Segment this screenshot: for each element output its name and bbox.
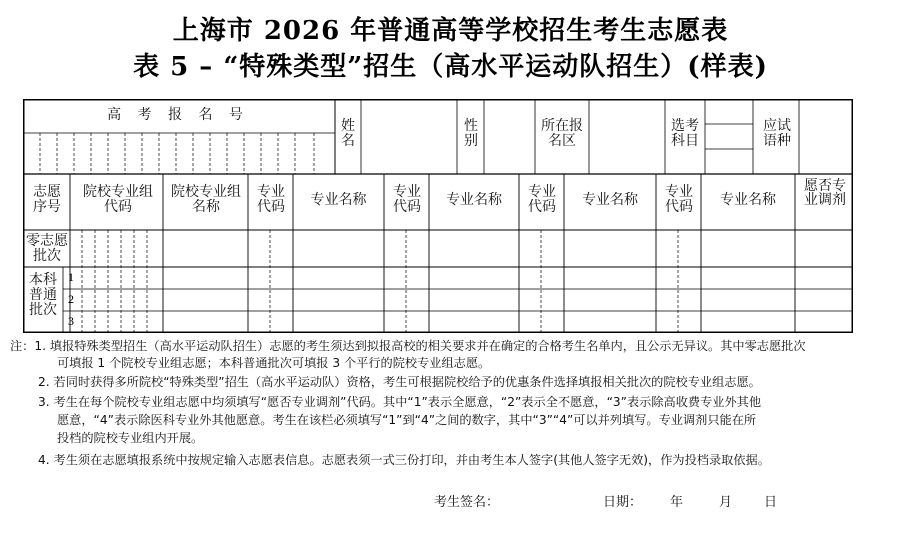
note-1-cont: 可填报 1 个院校专业组志愿；本科普通批次可填报 3 个平行的院校专业组志愿。 <box>57 356 491 370</box>
major-name-header-2: 专业名称 <box>446 192 502 208</box>
note-4: 4. 考生须在志愿填报系统中按规定输入志愿表信息。志愿表须一式三份打印，并由考生本人签字(其他人签字无效)，作为投档录取依据。 <box>38 453 770 467</box>
major-name-header-1: 专业名称 <box>310 192 367 208</box>
registration-number-label: 高 考 报 名 号 <box>107 107 249 123</box>
note-1: 注：1. 填报特殊类型招生（高水平运动队招生）志愿的考生须达到拟报高校的相关要求并在确定的合格考生名单内，且公示无异议。其中零志愿批次 <box>10 339 806 353</box>
name-label: 姓名 <box>341 118 355 149</box>
note-2: 2. 若同时获得多所院校“特殊类型”招生（高水平运动队）资格，考生可根据院校给予的优惠条件选择填报相关批次的院校专业组志愿。 <box>38 375 761 389</box>
signature-label: 考生签名： <box>434 495 500 510</box>
adjust-header: 愿否专业调剂 <box>804 178 846 208</box>
application-table <box>23 99 853 333</box>
major-code-header-4: 专业代码 <box>665 184 693 215</box>
note-3: 3. 考生在每个院校专业组志愿中均须填写“愿否专业调剂”代码。其中“1”表示全愿意，“2”表示全不愿意，“3”表示除高收费专业外其他 <box>38 395 762 409</box>
group-name-header: 院校专业组名称 <box>171 184 241 215</box>
major-name-header-3: 专业名称 <box>582 192 638 208</box>
district-label: 所在报名区 <box>541 118 583 149</box>
gender-label: 性别 <box>464 118 478 149</box>
date-year: 年 <box>670 495 684 510</box>
major-code-header-3: 专业代码 <box>528 184 556 215</box>
form-subtitle: 表 5 – “特殊类型”招生（高水平运动队招生）(样表) <box>133 52 768 82</box>
zero-batch-label: 零志愿批次 <box>26 233 68 264</box>
major-code-header-2: 专业代码 <box>393 184 421 215</box>
date-day: 日 <box>764 495 778 510</box>
note-3-cont-2: 投档的院校专业组内开展。 <box>57 431 204 445</box>
note-3-cont: 愿意，“4”表示除医科专业外其他愿意。考生在该栏必须填写“1”到“4”之间的数字，其中“3”“4”可以并列填写。专业调剂只能在所 <box>57 413 757 427</box>
language-label: 应试语种 <box>763 118 791 149</box>
row-number-2: 2 <box>68 292 74 306</box>
date-label: 日期： <box>603 495 643 510</box>
major-name-header-4: 专业名称 <box>720 192 776 208</box>
subjects-label: 选考科目 <box>671 118 699 149</box>
form-title: 上海市 2026 年普通高等学校招生考生志愿表 <box>172 16 729 46</box>
row-number-3: 3 <box>68 314 74 328</box>
regular-batch-label: 本科普通批次 <box>29 272 57 318</box>
row-number-1: 1 <box>68 270 74 284</box>
date-month: 月 <box>719 495 733 510</box>
seq-header: 志愿序号 <box>33 184 61 215</box>
group-code-header: 院校专业组代码 <box>83 184 153 215</box>
table-grid <box>23 99 853 333</box>
major-code-header-1: 专业代码 <box>257 184 285 215</box>
